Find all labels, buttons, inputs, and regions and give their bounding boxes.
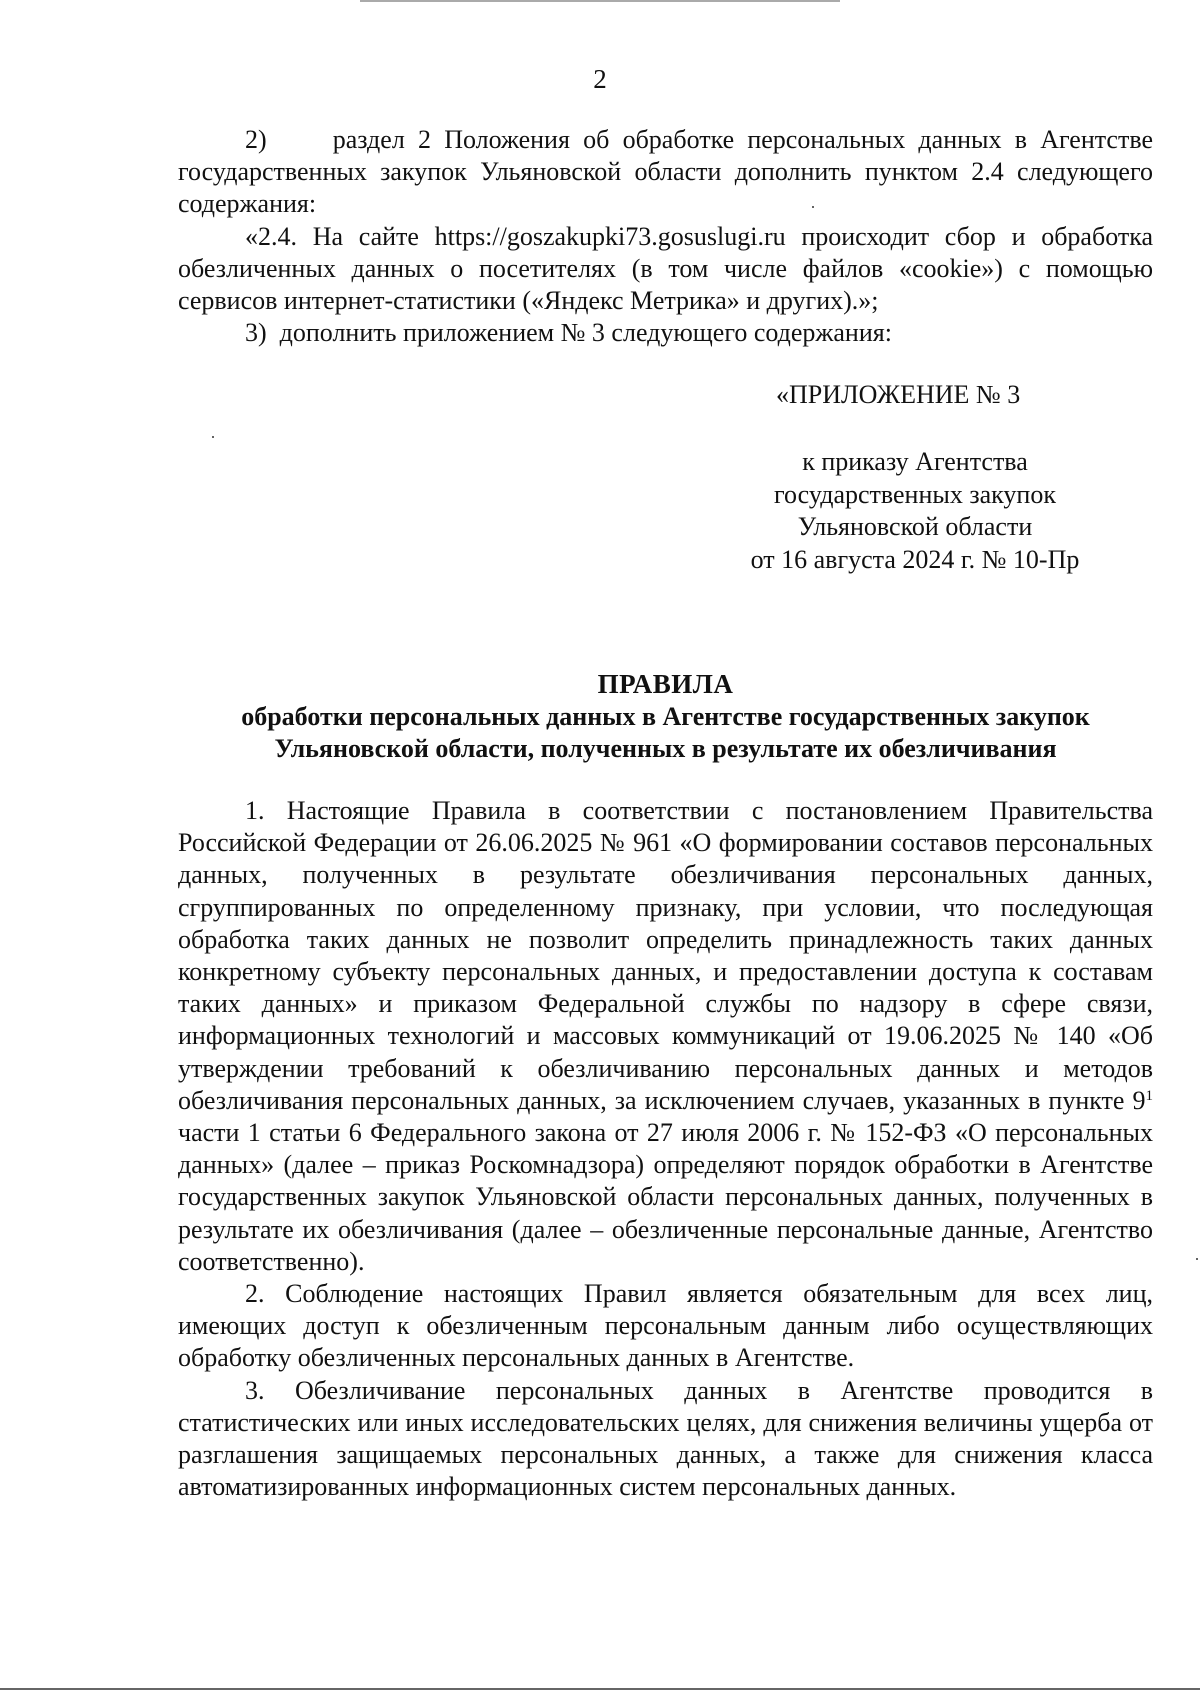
scan-edge-top bbox=[360, 0, 840, 2]
amendment-item-2: 2) раздел 2 Положения об обработке персональных данных в Агентстве государственных закупок Ульяновской области дополнить пунктом 2.4 следующего содержания: bbox=[178, 125, 1153, 219]
amendment-clause-2-4: «2.4. На сайте https://goszakupki73.gosuslugi.ru происходит сбор и обработка обезличенных данных о посетителях (в том числе файлов «cookie») с помощью сервисов интернет-статистики («Яндекс Метрика» и других).»; bbox=[178, 221, 1153, 316]
appendix-reference-line: к приказу Агентства bbox=[802, 447, 1028, 476]
footnote-superscript: 1 bbox=[1145, 1087, 1153, 1104]
rules-paragraph-1-text-cont: части 1 статьи 6 Федерального закона от 27 июля 2006 г. № 152-ФЗ «О персональных данных» (далее – приказ Роскомнадзора) определяют порядок обработки в Агентстве государственных закупок Ульяновской области персональных данных, полученных в результате их обезличивания (далее – обезличенные персональные данные, Агентство соответственно). bbox=[178, 1118, 1153, 1276]
amendment-item-3: 3) дополнить приложением № 3 следующего содержания: bbox=[245, 318, 892, 348]
scan-speck bbox=[1196, 1258, 1198, 1260]
appendix-reference-line: государственных закупок bbox=[774, 479, 1056, 509]
rules-paragraph-3: 3. Обезличивание персональных данных в Агентстве проводится в статистических или иных исследовательских целях, для снижения величины ущерба от разглашения защищаемых персональных данных, а также для снижения класса автоматизированных информационных систем персональных данных. bbox=[178, 1375, 1153, 1502]
rules-paragraph-1 bbox=[178, 795, 1153, 1278]
appendix-reference bbox=[720, 446, 1110, 576]
rules-paragraph-1-text: 1. Настоящие Правила в соответствии с постановлением Правительства Российской Федерации от 26.06.2025 № 961 «О формировании составов персональных данных, полученных в результате обезличивания персональных данных, сгруппированных по определенному признаку, при условии, что последующая обработка таких данных не позволит определить принадлежность таких данных конкретному субъекту персональных данных, и предоставлении доступа к составам таких данных» и приказом Федеральной службы по надзору в сфере связи, информационных технологий и массовых коммуникаций от 19.06.2025 № 140 «Об утверждении требований к обезличиванию персональных данных и методов обезличивания персональных данных, за исключением случаев, указанных в пункте 9 bbox=[178, 796, 1153, 1115]
page-number: 2 bbox=[593, 64, 607, 94]
rules-paragraph-2: 2. Соблюдение настоящих Правил является обязательным для всех лиц, имеющих доступ к обезличенным персональным данным либо осуществляющих обработку обезличенных персональных данных в Агентстве. bbox=[178, 1279, 1153, 1373]
appendix-reference-line: Ульяновской области bbox=[797, 512, 1033, 541]
appendix-title: «ПРИЛОЖЕНИЕ № 3 bbox=[776, 380, 1021, 409]
scan-edge-bottom bbox=[0, 1688, 1200, 1690]
rules-heading bbox=[178, 668, 1153, 766]
rules-body bbox=[178, 795, 1153, 1503]
appendix-reference-line: от 16 августа 2024 г. № 10-Пр bbox=[750, 544, 1080, 574]
rules-subtitle-line: Ульяновской области, полученных в результате их обезличивания bbox=[274, 734, 1057, 763]
scan-speck bbox=[212, 436, 214, 438]
scan-speck bbox=[812, 206, 814, 208]
rules-title: ПРАВИЛА bbox=[597, 669, 734, 699]
amendment-list bbox=[178, 124, 1153, 349]
rules-subtitle-line: обработки персональных данных в Агентстве государственных закупок bbox=[241, 701, 1090, 731]
